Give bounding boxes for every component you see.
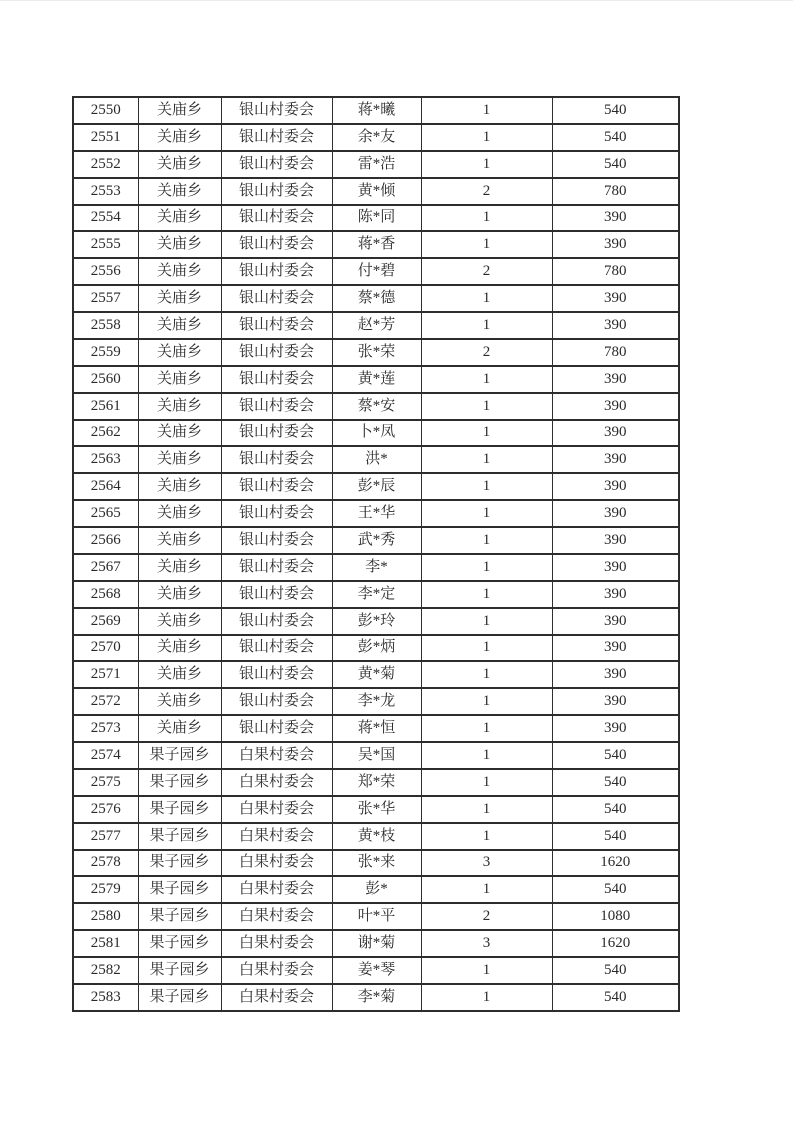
cell-township: 关庙乡 — [138, 715, 221, 742]
cell-village-committee: 银山村委会 — [221, 258, 332, 285]
cell-person-count: 1 — [421, 554, 552, 581]
cell-person-count: 1 — [421, 635, 552, 662]
cell-township: 关庙乡 — [138, 393, 221, 420]
table-row — [73, 500, 679, 527]
table-row — [73, 393, 679, 420]
cell-person-count: 1 — [421, 473, 552, 500]
cell-person-count: 1 — [421, 823, 552, 850]
cell-amount: 780 — [552, 178, 679, 205]
cell-serial-number: 2582 — [73, 957, 138, 984]
cell-person-name: 彭*炳 — [332, 635, 421, 662]
cell-serial-number: 2579 — [73, 876, 138, 903]
cell-serial-number: 2563 — [73, 446, 138, 473]
cell-person-name: 黄*枝 — [332, 823, 421, 850]
cell-person-count: 1 — [421, 769, 552, 796]
cell-serial-number: 2568 — [73, 581, 138, 608]
cell-person-name: 王*华 — [332, 500, 421, 527]
cell-village-committee: 银山村委会 — [221, 527, 332, 554]
cell-township: 果子园乡 — [138, 930, 221, 957]
cell-person-count: 2 — [421, 339, 552, 366]
cell-village-committee: 银山村委会 — [221, 715, 332, 742]
table-row — [73, 527, 679, 554]
table-row — [73, 366, 679, 393]
cell-village-committee: 白果村委会 — [221, 957, 332, 984]
cell-village-committee: 银山村委会 — [221, 285, 332, 312]
cell-amount: 390 — [552, 205, 679, 232]
cell-township: 果子园乡 — [138, 957, 221, 984]
cell-person-name: 赵*芳 — [332, 312, 421, 339]
cell-township: 关庙乡 — [138, 124, 221, 151]
cell-serial-number: 2581 — [73, 930, 138, 957]
table-row — [73, 446, 679, 473]
cell-village-committee: 银山村委会 — [221, 554, 332, 581]
cell-amount: 390 — [552, 473, 679, 500]
cell-serial-number: 2580 — [73, 903, 138, 930]
cell-village-committee: 白果村委会 — [221, 823, 332, 850]
cell-township: 果子园乡 — [138, 903, 221, 930]
table-row — [73, 957, 679, 984]
cell-township: 关庙乡 — [138, 258, 221, 285]
cell-serial-number: 2570 — [73, 635, 138, 662]
cell-village-committee: 银山村委会 — [221, 151, 332, 178]
cell-person-count: 1 — [421, 393, 552, 420]
cell-village-committee: 白果村委会 — [221, 796, 332, 823]
table-row — [73, 850, 679, 877]
cell-serial-number: 2573 — [73, 715, 138, 742]
table-row — [73, 715, 679, 742]
cell-amount: 390 — [552, 366, 679, 393]
cell-village-committee: 银山村委会 — [221, 339, 332, 366]
cell-township: 果子园乡 — [138, 850, 221, 877]
cell-amount: 390 — [552, 500, 679, 527]
cell-township: 果子园乡 — [138, 742, 221, 769]
cell-village-committee: 银山村委会 — [221, 661, 332, 688]
cell-township: 关庙乡 — [138, 446, 221, 473]
cell-township: 关庙乡 — [138, 688, 221, 715]
table-row — [73, 473, 679, 500]
cell-township: 关庙乡 — [138, 178, 221, 205]
cell-person-count: 1 — [421, 420, 552, 447]
cell-township: 果子园乡 — [138, 769, 221, 796]
cell-person-count: 3 — [421, 930, 552, 957]
cell-person-count: 1 — [421, 366, 552, 393]
cell-village-committee: 银山村委会 — [221, 312, 332, 339]
cell-township: 关庙乡 — [138, 151, 221, 178]
cell-person-count: 1 — [421, 742, 552, 769]
table-row — [73, 796, 679, 823]
table-row — [73, 903, 679, 930]
cell-person-name: 洪* — [332, 446, 421, 473]
cell-serial-number: 2575 — [73, 769, 138, 796]
cell-serial-number: 2577 — [73, 823, 138, 850]
cell-township: 关庙乡 — [138, 312, 221, 339]
cell-person-count: 1 — [421, 661, 552, 688]
cell-person-name: 姜*琴 — [332, 957, 421, 984]
cell-serial-number: 2565 — [73, 500, 138, 527]
cell-village-committee: 银山村委会 — [221, 97, 332, 124]
cell-person-name: 李* — [332, 554, 421, 581]
cell-village-committee: 白果村委会 — [221, 984, 332, 1011]
table-row — [73, 661, 679, 688]
cell-amount: 1620 — [552, 850, 679, 877]
cell-amount: 390 — [552, 554, 679, 581]
cell-amount: 390 — [552, 393, 679, 420]
cell-serial-number: 2553 — [73, 178, 138, 205]
cell-township: 果子园乡 — [138, 984, 221, 1011]
table-row — [73, 554, 679, 581]
table-row — [73, 97, 679, 124]
cell-person-name: 彭*辰 — [332, 473, 421, 500]
cell-village-committee: 银山村委会 — [221, 500, 332, 527]
table-row — [73, 876, 679, 903]
table-row — [73, 688, 679, 715]
cell-township: 关庙乡 — [138, 661, 221, 688]
cell-person-count: 1 — [421, 285, 552, 312]
cell-serial-number: 2558 — [73, 312, 138, 339]
table-row — [73, 420, 679, 447]
cell-serial-number: 2560 — [73, 366, 138, 393]
cell-person-name: 张*来 — [332, 850, 421, 877]
cell-person-name: 蒋*曦 — [332, 97, 421, 124]
cell-serial-number: 2552 — [73, 151, 138, 178]
cell-person-name: 黄*莲 — [332, 366, 421, 393]
table-row — [73, 258, 679, 285]
cell-person-count: 1 — [421, 500, 552, 527]
cell-serial-number: 2555 — [73, 231, 138, 258]
cell-person-count: 1 — [421, 446, 552, 473]
cell-person-count: 3 — [421, 850, 552, 877]
cell-person-name: 彭* — [332, 876, 421, 903]
cell-township: 关庙乡 — [138, 581, 221, 608]
cell-amount: 540 — [552, 984, 679, 1011]
benefit-table — [72, 96, 680, 1012]
cell-person-name: 武*秀 — [332, 527, 421, 554]
cell-amount: 390 — [552, 715, 679, 742]
cell-township: 关庙乡 — [138, 608, 221, 635]
table-row — [73, 635, 679, 662]
cell-amount: 390 — [552, 420, 679, 447]
cell-serial-number: 2576 — [73, 796, 138, 823]
table-row — [73, 339, 679, 366]
cell-amount: 540 — [552, 742, 679, 769]
cell-amount: 540 — [552, 796, 679, 823]
cell-person-count: 1 — [421, 796, 552, 823]
cell-serial-number: 2567 — [73, 554, 138, 581]
cell-amount: 540 — [552, 769, 679, 796]
cell-person-count: 2 — [421, 178, 552, 205]
table-row — [73, 742, 679, 769]
cell-person-count: 1 — [421, 231, 552, 258]
cell-township: 关庙乡 — [138, 205, 221, 232]
cell-village-committee: 银山村委会 — [221, 205, 332, 232]
cell-person-count: 1 — [421, 984, 552, 1011]
cell-person-count: 1 — [421, 151, 552, 178]
cell-serial-number: 2551 — [73, 124, 138, 151]
cell-village-committee: 银山村委会 — [221, 366, 332, 393]
cell-person-name: 蔡*德 — [332, 285, 421, 312]
cell-person-count: 2 — [421, 258, 552, 285]
cell-amount: 390 — [552, 688, 679, 715]
cell-person-count: 1 — [421, 876, 552, 903]
cell-township: 关庙乡 — [138, 339, 221, 366]
cell-serial-number: 2559 — [73, 339, 138, 366]
cell-serial-number: 2583 — [73, 984, 138, 1011]
table-row — [73, 823, 679, 850]
cell-person-name: 郑*荣 — [332, 769, 421, 796]
cell-serial-number: 2562 — [73, 420, 138, 447]
cell-amount: 780 — [552, 339, 679, 366]
cell-amount: 390 — [552, 312, 679, 339]
table-body — [73, 97, 679, 1011]
cell-village-committee: 银山村委会 — [221, 231, 332, 258]
cell-township: 关庙乡 — [138, 635, 221, 662]
cell-person-count: 1 — [421, 205, 552, 232]
cell-serial-number: 2578 — [73, 850, 138, 877]
cell-person-name: 张*荣 — [332, 339, 421, 366]
cell-serial-number: 2569 — [73, 608, 138, 635]
cell-township: 果子园乡 — [138, 876, 221, 903]
cell-person-name: 叶*平 — [332, 903, 421, 930]
cell-serial-number: 2566 — [73, 527, 138, 554]
cell-person-count: 1 — [421, 312, 552, 339]
cell-village-committee: 银山村委会 — [221, 393, 332, 420]
cell-person-count: 1 — [421, 581, 552, 608]
table-row — [73, 205, 679, 232]
table-row — [73, 984, 679, 1011]
cell-amount: 540 — [552, 957, 679, 984]
cell-village-committee: 银山村委会 — [221, 635, 332, 662]
cell-amount: 540 — [552, 124, 679, 151]
cell-person-count: 2 — [421, 903, 552, 930]
cell-person-name: 蒋*香 — [332, 231, 421, 258]
cell-township: 关庙乡 — [138, 285, 221, 312]
cell-amount: 390 — [552, 285, 679, 312]
cell-village-committee: 银山村委会 — [221, 446, 332, 473]
cell-person-name: 陈*同 — [332, 205, 421, 232]
cell-amount: 780 — [552, 258, 679, 285]
cell-person-name: 雷*浩 — [332, 151, 421, 178]
cell-serial-number: 2556 — [73, 258, 138, 285]
cell-township: 关庙乡 — [138, 420, 221, 447]
table-row — [73, 124, 679, 151]
cell-person-name: 蔡*安 — [332, 393, 421, 420]
cell-village-committee: 银山村委会 — [221, 608, 332, 635]
cell-person-name: 李*定 — [332, 581, 421, 608]
cell-person-name: 彭*玲 — [332, 608, 421, 635]
cell-amount: 390 — [552, 635, 679, 662]
cell-person-count: 1 — [421, 688, 552, 715]
cell-amount: 540 — [552, 823, 679, 850]
table-row — [73, 312, 679, 339]
cell-village-committee: 白果村委会 — [221, 876, 332, 903]
cell-township: 关庙乡 — [138, 231, 221, 258]
cell-amount: 390 — [552, 661, 679, 688]
cell-person-count: 1 — [421, 124, 552, 151]
cell-person-name: 吴*国 — [332, 742, 421, 769]
cell-person-name: 卜*凤 — [332, 420, 421, 447]
cell-amount: 1620 — [552, 930, 679, 957]
cell-person-name: 付*碧 — [332, 258, 421, 285]
cell-person-count: 1 — [421, 957, 552, 984]
cell-person-name: 李*菊 — [332, 984, 421, 1011]
table-row — [73, 151, 679, 178]
cell-person-count: 1 — [421, 97, 552, 124]
cell-serial-number: 2572 — [73, 688, 138, 715]
cell-village-committee: 白果村委会 — [221, 903, 332, 930]
cell-person-name: 余*友 — [332, 124, 421, 151]
cell-person-name: 谢*菊 — [332, 930, 421, 957]
cell-serial-number: 2571 — [73, 661, 138, 688]
cell-township: 关庙乡 — [138, 527, 221, 554]
cell-person-name: 蒋*恒 — [332, 715, 421, 742]
cell-township: 果子园乡 — [138, 796, 221, 823]
cell-serial-number: 2554 — [73, 205, 138, 232]
cell-village-committee: 白果村委会 — [221, 850, 332, 877]
cell-amount: 390 — [552, 608, 679, 635]
cell-village-committee: 银山村委会 — [221, 473, 332, 500]
cell-amount: 1080 — [552, 903, 679, 930]
cell-amount: 540 — [552, 97, 679, 124]
cell-person-count: 1 — [421, 527, 552, 554]
cell-serial-number: 2564 — [73, 473, 138, 500]
cell-amount: 390 — [552, 446, 679, 473]
cell-township: 关庙乡 — [138, 473, 221, 500]
cell-person-name: 黄*倾 — [332, 178, 421, 205]
table-row — [73, 608, 679, 635]
cell-person-count: 1 — [421, 715, 552, 742]
cell-serial-number: 2561 — [73, 393, 138, 420]
cell-village-committee: 银山村委会 — [221, 581, 332, 608]
cell-person-count: 1 — [421, 608, 552, 635]
cell-serial-number: 2557 — [73, 285, 138, 312]
cell-amount: 390 — [552, 231, 679, 258]
cell-township: 关庙乡 — [138, 554, 221, 581]
table-row — [73, 178, 679, 205]
cell-village-committee: 银山村委会 — [221, 178, 332, 205]
cell-village-committee: 白果村委会 — [221, 769, 332, 796]
cell-person-name: 李*龙 — [332, 688, 421, 715]
cell-township: 关庙乡 — [138, 500, 221, 527]
cell-amount: 390 — [552, 581, 679, 608]
table-row — [73, 930, 679, 957]
cell-amount: 540 — [552, 876, 679, 903]
cell-amount: 390 — [552, 527, 679, 554]
cell-township: 关庙乡 — [138, 366, 221, 393]
table-row — [73, 769, 679, 796]
cell-village-committee: 白果村委会 — [221, 930, 332, 957]
cell-village-committee: 白果村委会 — [221, 742, 332, 769]
cell-serial-number: 2574 — [73, 742, 138, 769]
cell-township: 果子园乡 — [138, 823, 221, 850]
cell-person-name: 黄*菊 — [332, 661, 421, 688]
cell-serial-number: 2550 — [73, 97, 138, 124]
table-row — [73, 581, 679, 608]
cell-person-name: 张*华 — [332, 796, 421, 823]
cell-village-committee: 银山村委会 — [221, 420, 332, 447]
table-row — [73, 285, 679, 312]
cell-amount: 540 — [552, 151, 679, 178]
cell-township: 关庙乡 — [138, 97, 221, 124]
cell-village-committee: 银山村委会 — [221, 688, 332, 715]
table-row — [73, 231, 679, 258]
cell-village-committee: 银山村委会 — [221, 124, 332, 151]
